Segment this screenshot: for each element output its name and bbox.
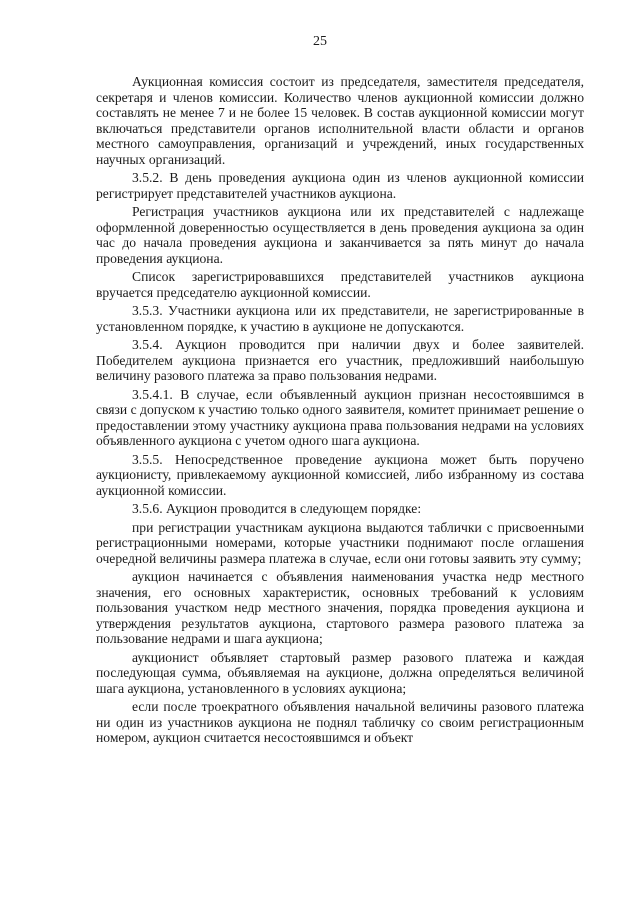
paragraph-auctioneer: аукционист объявляет стартовый размер разового платежа и каждая последующая сумма, объявляемая на аукционе, должна определяться величиной шага аукциона, установленного в условиях аукциона; bbox=[96, 649, 584, 696]
page-number: 25 bbox=[313, 34, 327, 49]
paragraph-3-5-4-1: 3.5.4.1. В случае, если объявленный аукцион признан несостоявшимся в связи с допуском к участию только одного заявителя, комитет принимает решение о предоставлении этому участнику аукциона права пользования недрами на условиях объявленного аукциона с учетом одного шага аукциона. bbox=[96, 386, 584, 448]
paragraph-failed-auction: если после троекратного объявления начальной величины разового платежа ни один из участников аукциона не поднял табличку со своим регистрационным номером, аукцион считается несостоявшимся и объект bbox=[96, 699, 584, 745]
paragraph-commission-composition: Аукционная комиссия состоит из председателя, заместителя председателя, секретаря и членов комиссии. Количество членов аукционной комиссии должно составлять не менее 7 и не более 15 человек. В состав аукционной комиссии могут включаться представители органов исполнительной власти области и органов местного самоуправления, организаций и учреждений, иных государственных научных организаций. bbox=[96, 74, 584, 167]
paragraph-3-5-2: 3.5.2. В день проведения аукциона один из членов аукционной комиссии регистрирует представителей участников аукциона. bbox=[96, 170, 584, 201]
paragraph-registered-list: Список зарегистрировавшихся представителей участников аукциона вручается председателю аукционной комиссии. bbox=[96, 269, 584, 300]
paragraph-3-5-6: 3.5.6. Аукцион проводится в следующем порядке: bbox=[132, 501, 422, 516]
paragraph-tablets: при регистрации участникам аукциона выдаются таблички с присвоенными регистрационными номерами, которые участники поднимают после оглашения очередной величины размера платежа в случае, если они готовы заявить эту сумму; bbox=[96, 519, 584, 566]
paragraph-registration: Регистрация участников аукциона или их представителей с надлежаще оформленной доверенностью осуществляется в день проведения аукциона за один час до начала проведения аукциона и заканчивается за пять минут до начала проведения аукциона. bbox=[96, 204, 584, 266]
paragraph-auction-start: аукцион начинается с объявления наименования участка недр местного значения, его основных характеристик, основных требований к условиям пользования участком недр местного значения, порядка проведения аукциона и утверждения результатов аукциона, стартового размера разового платежа за пользование недрами и шага аукциона; bbox=[96, 569, 584, 646]
paragraph-3-5-3: 3.5.3. Участники аукциона или их представители, не зарегистрированные в установленном порядке, к участию в аукционе не допускаются. bbox=[96, 303, 584, 334]
document-body bbox=[96, 74, 584, 749]
paragraph-3-5-4: 3.5.4. Аукцион проводится при наличии двух и более заявителей. Победителем аукциона признается его участник, предложивший наибольшую величину разового платежа за право пользования недрами. bbox=[96, 337, 584, 383]
paragraph-3-5-5: 3.5.5. Непосредственное проведение аукциона может быть поручено аукционисту, привлекаемому аукционной комиссией, либо избранному из состава аукционной комиссии. bbox=[96, 451, 584, 498]
